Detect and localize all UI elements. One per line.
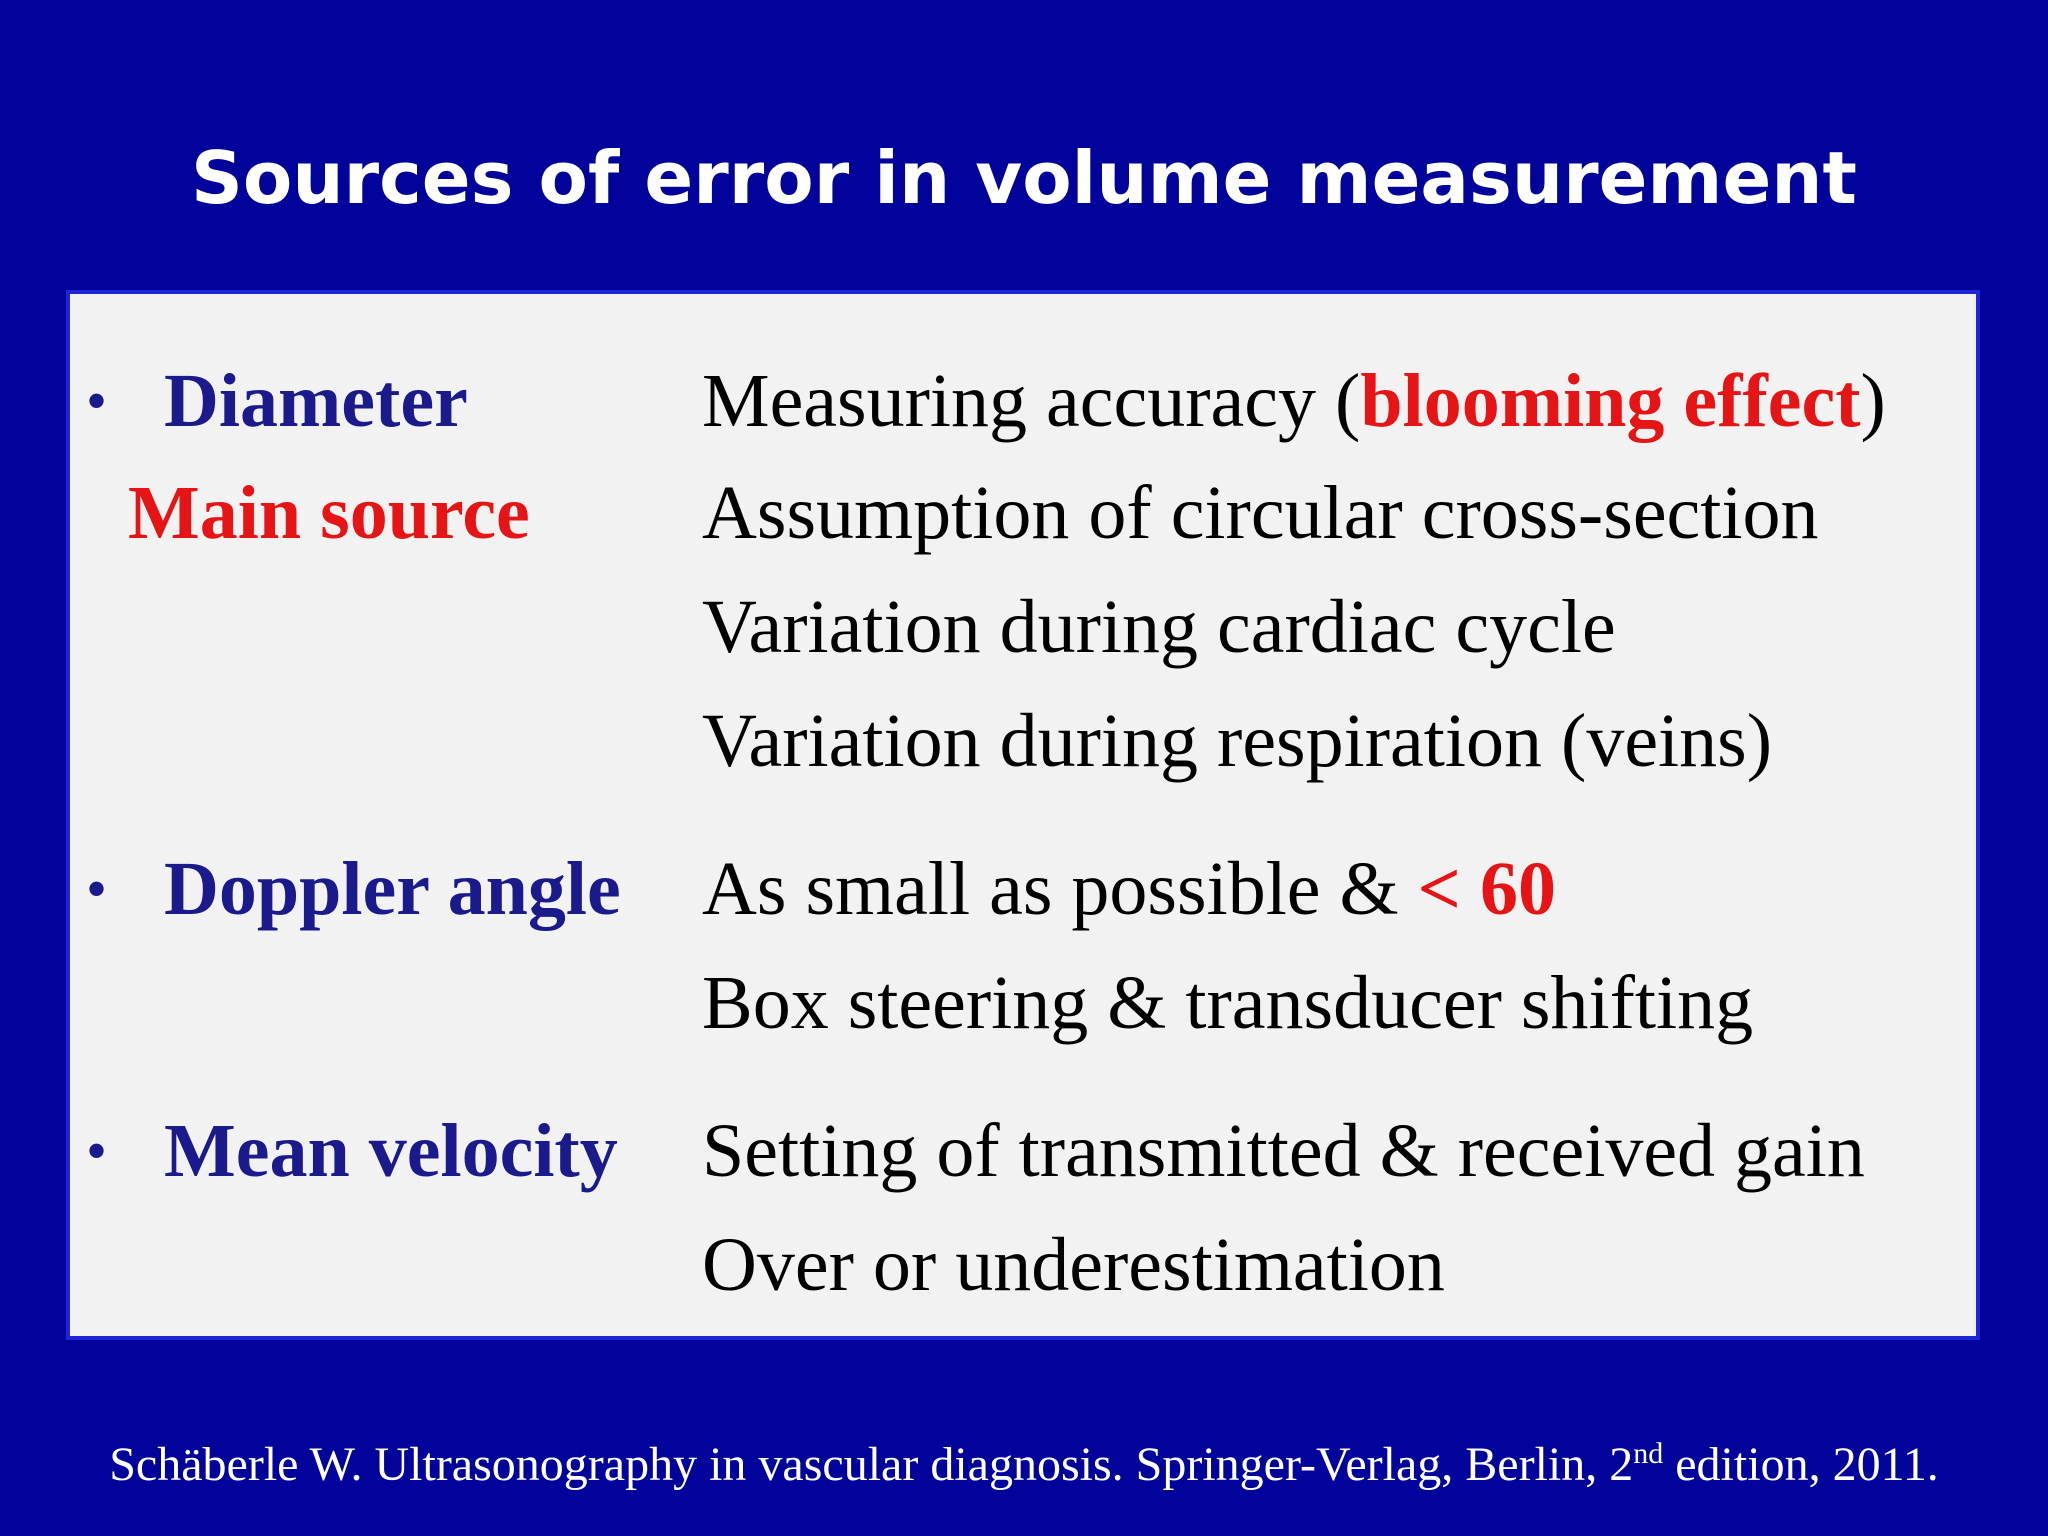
item-label: Diameter [164,359,468,443]
content-panel [66,290,1980,1340]
slide-title: Sources of error in volume measurement [191,136,1857,220]
item-description: Box steering & transducer shifting [702,961,1754,1045]
list-item-mean-velocity [70,1096,1976,1206]
item-sublabel: Main source [128,471,530,555]
bullet-icon: • [86,1118,108,1184]
list-item-doppler-angle [70,834,1976,944]
item-description: Measuring accuracy (blooming effect) [702,359,1886,443]
list-item-line [70,948,1976,1058]
list-item-diameter [70,346,1976,456]
item-description: Assumption of circular cross-section [702,471,1819,555]
list-item-line [70,458,1976,568]
item-label: Doppler angle [164,847,621,931]
item-description: Variation during respiration (veins) [702,699,1773,783]
list-item-line [70,572,1976,682]
item-description: Over or underestimation [702,1223,1445,1307]
highlight-text: < 60 [1417,847,1556,931]
item-description: As small as possible & < 60 [702,847,1556,931]
reference-citation: Schäberle W. Ultrasonography in vascular diagnosis. Springer-Verlag, Berlin, 2nd edition, 2011. [109,1437,1939,1491]
item-description: Setting of transmitted & received gain [702,1109,1865,1193]
item-label: Mean velocity [164,1109,618,1193]
bullet-icon: • [86,368,108,434]
item-description: Variation during cardiac cycle [702,585,1616,669]
bullet-icon: • [86,856,108,922]
list-item-line [70,686,1976,796]
list-item-line [70,1210,1976,1320]
superscript: nd [1633,1437,1664,1470]
highlight-text: blooming effect [1360,359,1861,443]
